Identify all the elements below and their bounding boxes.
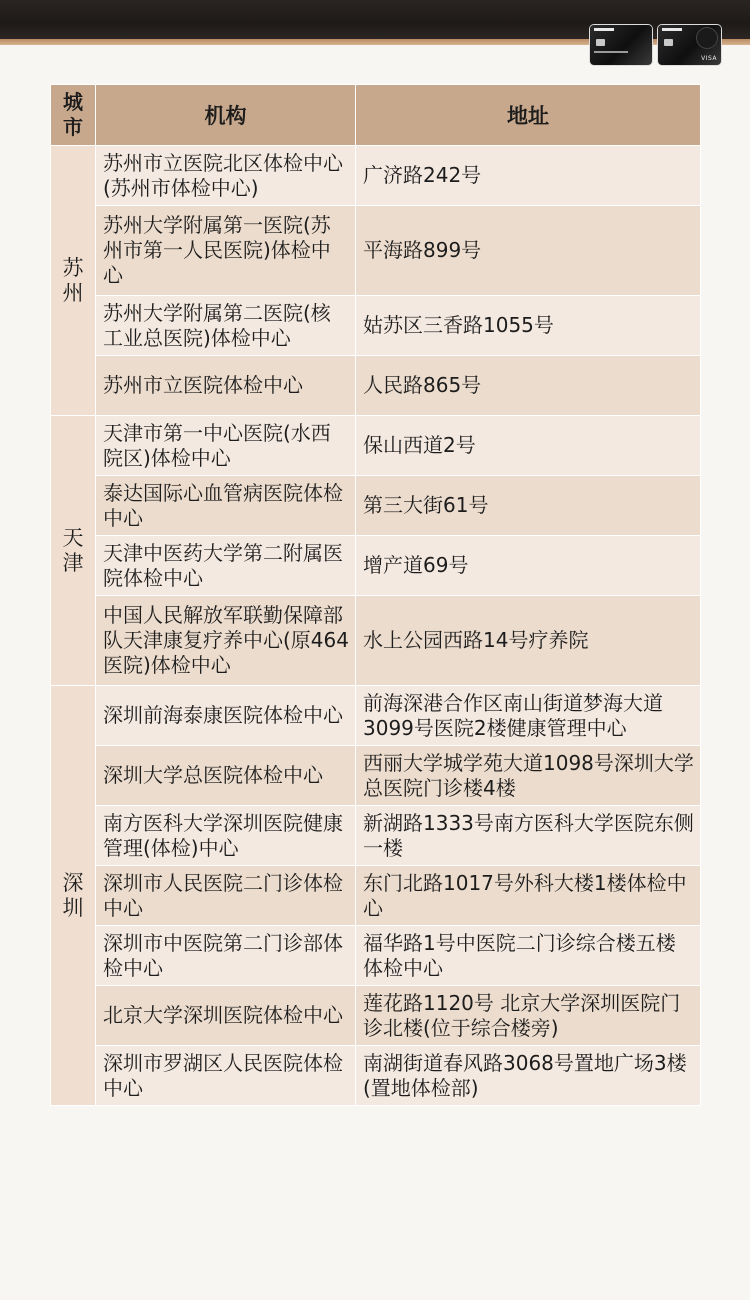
- table-row: [51, 356, 701, 416]
- header-city: [51, 85, 96, 146]
- city-name: 天津: [62, 525, 84, 575]
- address-cell: 保山西道2号: [356, 416, 701, 476]
- address-cell: 人民路865号: [356, 356, 701, 416]
- institution-cell: 苏州市立医院北区体检中心(苏州市体检中心): [96, 146, 356, 206]
- address-cell: 平海路899号: [356, 206, 701, 296]
- card-brand-logo: VISA: [701, 55, 717, 62]
- institution-cell: 泰达国际心血管病医院体检中心: [96, 476, 356, 536]
- table-row: [51, 206, 701, 296]
- institution-cell: 北京大学深圳医院体检中心: [96, 986, 356, 1046]
- institution-cell: 苏州大学附属第一医院(苏州市第一人民医院)体检中心: [96, 206, 356, 296]
- header-city-label: 城市: [63, 90, 83, 139]
- credit-card-image: [658, 25, 721, 65]
- address-cell: 姑苏区三香路1055号: [356, 296, 701, 356]
- institution-cell: 天津中医药大学第二附属医院体检中心: [96, 536, 356, 596]
- table-row: [51, 866, 701, 926]
- institution-cell: 深圳前海泰康医院体检中心: [96, 686, 356, 746]
- table-row: [51, 806, 701, 866]
- table-body: [51, 146, 701, 1106]
- table-row: [51, 1046, 701, 1106]
- table-row: [51, 416, 701, 476]
- table-row: [51, 296, 701, 356]
- institution-cell: 天津市第一中心医院(水西院区)体检中心: [96, 416, 356, 476]
- address-cell: 新湖路1333号南方医科大学医院东侧一楼: [356, 806, 701, 866]
- table-row: [51, 746, 701, 806]
- address-cell: 南湖街道春风路3068号置地广场3楼(置地体检部): [356, 1046, 701, 1106]
- credit-card-image: [590, 25, 652, 65]
- address-cell: 西丽大学城学苑大道1098号深圳大学总医院门诊楼4楼: [356, 746, 701, 806]
- city-cell: [51, 416, 96, 686]
- address-cell: 莲花路1120号 北京大学深圳医院门诊北楼(位于综合楼旁): [356, 986, 701, 1046]
- city-name: 苏州: [62, 255, 84, 305]
- institution-cell: 深圳市罗湖区人民医院体检中心: [96, 1046, 356, 1106]
- institution-cell: 深圳大学总医院体检中心: [96, 746, 356, 806]
- table-row: [51, 476, 701, 536]
- address-cell: 增产道69号: [356, 536, 701, 596]
- table-header-row: [51, 85, 701, 146]
- table-row: [51, 926, 701, 986]
- address-cell: 水上公园西路14号疗养院: [356, 596, 701, 686]
- city-cell: [51, 686, 96, 1106]
- institution-cell: 深圳市人民医院二门诊体检中心: [96, 866, 356, 926]
- address-cell: 广济路242号: [356, 146, 701, 206]
- table-row: [51, 596, 701, 686]
- institution-cell: 苏州大学附属第二医院(核工业总医院)体检中心: [96, 296, 356, 356]
- table-row: [51, 686, 701, 746]
- address-cell: 前海深港合作区南山街道梦海大道3099号医院2楼健康管理中心: [356, 686, 701, 746]
- city-name: 深圳: [62, 870, 84, 920]
- address-cell: 福华路1号中医院二门诊综合楼五楼体检中心: [356, 926, 701, 986]
- institution-table: [50, 84, 701, 1106]
- institution-cell: 南方医科大学深圳医院健康管理(体检)中心: [96, 806, 356, 866]
- table-row: [51, 536, 701, 596]
- city-cell: [51, 146, 96, 416]
- table-row: [51, 986, 701, 1046]
- header-address: 地址: [356, 85, 701, 146]
- institution-cell: 深圳市中医院第二门诊部体检中心: [96, 926, 356, 986]
- address-cell: 东门北路1017号外科大楼1楼体检中心: [356, 866, 701, 926]
- table-row: [51, 146, 701, 206]
- header-institution: 机构: [96, 85, 356, 146]
- institution-cell: 苏州市立医院体检中心: [96, 356, 356, 416]
- address-cell: 第三大街61号: [356, 476, 701, 536]
- institution-cell: 中国人民解放军联勤保障部队天津康复疗养中心(原464医院)体检中心: [96, 596, 356, 686]
